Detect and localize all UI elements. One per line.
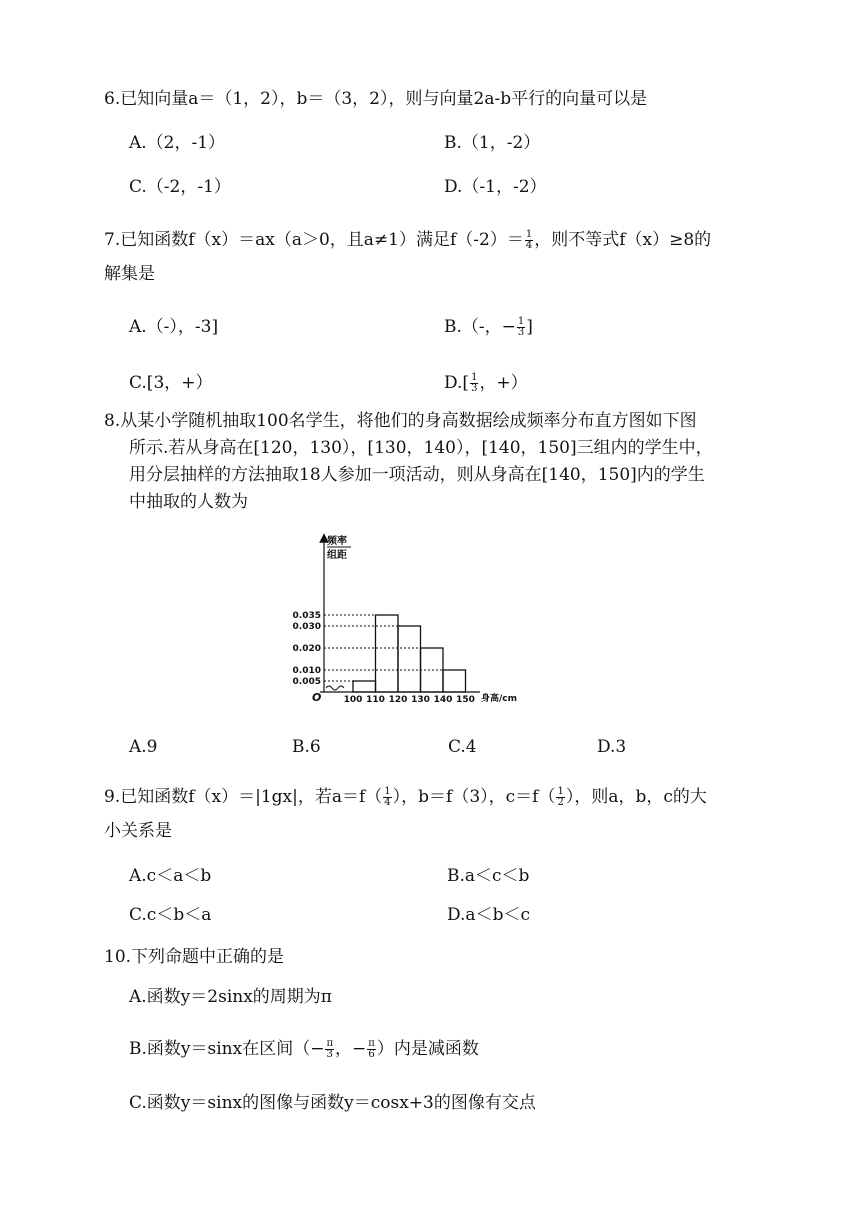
q7-option-d-pre: D.[ (444, 373, 470, 393)
q9-stem-post: ），则a，b，c的大 (565, 787, 707, 807)
q8-stem-line3: 用分层抽样的方法抽取18人参加一项活动，则从身高在[140，150]内的学生 (129, 465, 705, 485)
q8-option-c: C.4 (448, 737, 477, 757)
histogram-bars (353, 615, 466, 692)
q9-option-a: A.c＜a＜b (129, 866, 212, 886)
q8-stem-line2: 所示.若从身高在[120，130），[130，140），[140，150]三组内的学生中， (129, 438, 713, 458)
q9-option-d: D.a＜b＜c (447, 905, 530, 925)
q9-fraction-a (383, 787, 391, 808)
q8-option-a: A.9 (129, 737, 158, 757)
x-tick-label: 120 (388, 695, 408, 705)
histogram-bar (398, 626, 421, 692)
q7-stem-pre: 7.已知函数f（x）＝ax（a＞0，且a≠1）满足f（-2）＝ (104, 230, 524, 250)
q6-option-c: C.（-2，-1） (129, 177, 231, 197)
q7-option-b-pre: B.（-，− (444, 317, 516, 337)
q7-option-b-post: ] (526, 317, 533, 337)
q6-option-d: D.（-1，-2） (444, 177, 547, 197)
fraction-numerator: π (326, 1038, 334, 1049)
q10-option-a: A.函数y＝2sinx的周期为π (129, 987, 332, 1007)
q7-stem (104, 229, 711, 251)
q9-stem (104, 786, 707, 808)
fraction-denominator: 6 (368, 1049, 375, 1060)
histogram-bar (376, 615, 399, 692)
q7-option-a: A.（-），-3] (129, 317, 219, 337)
x-tick-label: 140 (433, 695, 453, 705)
q8-option-b: B.6 (292, 737, 321, 757)
q7-stem-line2: 解集是 (104, 264, 155, 284)
q10-option-b (129, 1038, 479, 1060)
y-tick-label: 0.030 (292, 622, 321, 632)
x-axis-label: 身高/cm (481, 694, 518, 704)
x-tick-label: 100 (343, 695, 363, 705)
y-tick-label: 0.010 (292, 666, 321, 676)
q9-option-b: B.a＜c＜b (447, 866, 530, 886)
q10-option-b-pre: B.函数y＝sinx在区间（− (129, 1039, 325, 1059)
y-axis-label-bottom: 组距 (327, 550, 347, 561)
y-axis-label-top: 频率 (327, 536, 347, 547)
q7-fraction (525, 230, 533, 251)
x-tick-labels (344, 695, 475, 705)
q10-option-c: C.函数y＝sinx的图像与函数y＝cosx+3的图像有交点 (129, 1093, 536, 1113)
q9-stem-mid: ），b＝f（3），c＝f（ (392, 787, 556, 807)
fraction-numerator: 1 (557, 786, 564, 797)
fraction-denominator: 2 (557, 797, 564, 808)
q10-option-b-mid: ，− (335, 1039, 367, 1059)
q8-stem-line1: 8.从某小学随机抽取100名学生，将他们的身高数据绘成频率分布直方图如下图 (104, 411, 697, 431)
q6-stem: 6.已知向量a＝（1，2），b＝（3，2），则与向量2a-b平行的向量可以是 (104, 89, 648, 109)
q10-stem: 10.下列命题中正确的是 (104, 947, 285, 967)
histogram-bar (353, 681, 376, 692)
fraction-numerator: 1 (384, 786, 391, 797)
histogram-bar (443, 670, 466, 692)
q7-option-c: C.[3，+） (129, 373, 213, 393)
q7-option-b-fraction (517, 317, 525, 338)
q6-option-a: A.（2，-1） (129, 133, 226, 153)
y-tick-label: 0.020 (292, 644, 321, 654)
q6-option-b: B.（1，-2） (444, 133, 541, 153)
q7-stem-post: ，则不等式f（x）≥8的 (534, 230, 712, 250)
fraction-denominator: 3 (326, 1049, 333, 1060)
q8-option-d: D.3 (597, 737, 627, 757)
y-tick-label: 0.005 (292, 677, 321, 687)
q8-stem-line4: 中抽取的人数为 (129, 492, 248, 512)
fraction-denominator: 4 (525, 240, 533, 251)
q10-option-b-post: ）内是减函数 (376, 1039, 479, 1059)
q7-option-d-post: ，+） (479, 373, 528, 393)
q9-stem-pre: 9.已知函数f（x）＝|1gx|，若a＝f（ (104, 787, 383, 807)
fraction-numerator: π (368, 1038, 375, 1049)
q7-option-d (444, 372, 528, 394)
q9-stem-line2: 小关系是 (104, 821, 172, 841)
fraction-denominator: 3 (471, 383, 478, 394)
x-tick-label: 110 (366, 695, 385, 705)
fraction-numerator: 1 (517, 316, 525, 327)
q10-option-b-fraction-2 (367, 1039, 376, 1060)
y-tick-labels (293, 611, 321, 687)
origin-label: O (312, 691, 322, 704)
fraction-numerator: 1 (525, 229, 533, 240)
x-tick-label: 130 (411, 695, 430, 705)
q9-fraction-c (556, 787, 564, 808)
fraction-numerator: 1 (471, 372, 478, 383)
q10-option-b-fraction-1 (325, 1039, 334, 1060)
fraction-denominator: 3 (517, 327, 525, 338)
height-frequency-histogram (290, 530, 540, 710)
fraction-denominator: 4 (384, 797, 391, 808)
q9-option-c: C.c＜b＜a (129, 905, 212, 925)
histogram-bar (421, 648, 444, 692)
x-tick-label: 150 (456, 695, 475, 705)
axis-break-icon (326, 686, 344, 690)
q7-option-b (444, 316, 533, 338)
q7-option-d-fraction (470, 373, 478, 394)
y-tick-label: 0.035 (292, 611, 321, 621)
y-axis-label (327, 534, 351, 561)
